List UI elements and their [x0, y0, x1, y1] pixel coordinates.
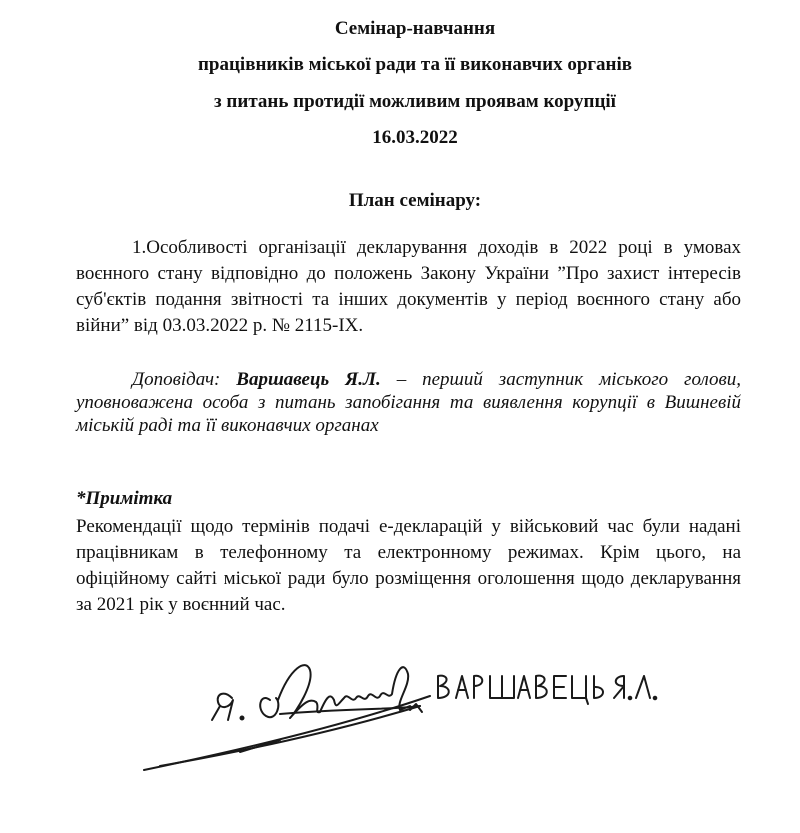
title-seminar: Семінар-навчання — [334, 18, 496, 39]
title-participants: працівників міської ради та її виконавчих органів — [197, 54, 633, 75]
speaker-label: Доповідач: — [132, 369, 221, 390]
note-text: Рекомендації щодо термінів подачі е-декларацій у військовий час були надані працівникам в телефонному та електронному режимах. Крім цього, на офіційному сайті міської ради було розміщення оголошення щодо декларування за 2021 рік у воєнний час. — [76, 516, 741, 615]
speaker-description: – перший заступник міського голови, уповноважена особа з питань запобігання та виявлення корупції в Вишневій міській раді та її виконавчих органах — [76, 369, 741, 436]
plan-item-1 — [76, 235, 741, 339]
handwritten-signature — [120, 640, 660, 780]
title-date: 16.03.2022 — [372, 127, 458, 148]
plan-heading: План семінару: — [348, 190, 482, 211]
speaker-name: Варшавець Я.Л. — [236, 369, 381, 390]
speaker-block — [76, 368, 741, 437]
plan-item-1-text: 1.Особливості організації декларування доходів в 2022 році в умовах воєнного стану відповідно до положень Закону України ”Про захист інтересів суб'єктів подання звітності та інших документів у період воєнного стану або війни” від 03.03.2022 р. № 2115-IX. — [76, 237, 741, 336]
note-heading: *Примітка — [76, 488, 173, 509]
title-topic: з питань протидії можливим проявам корупції — [214, 91, 616, 112]
